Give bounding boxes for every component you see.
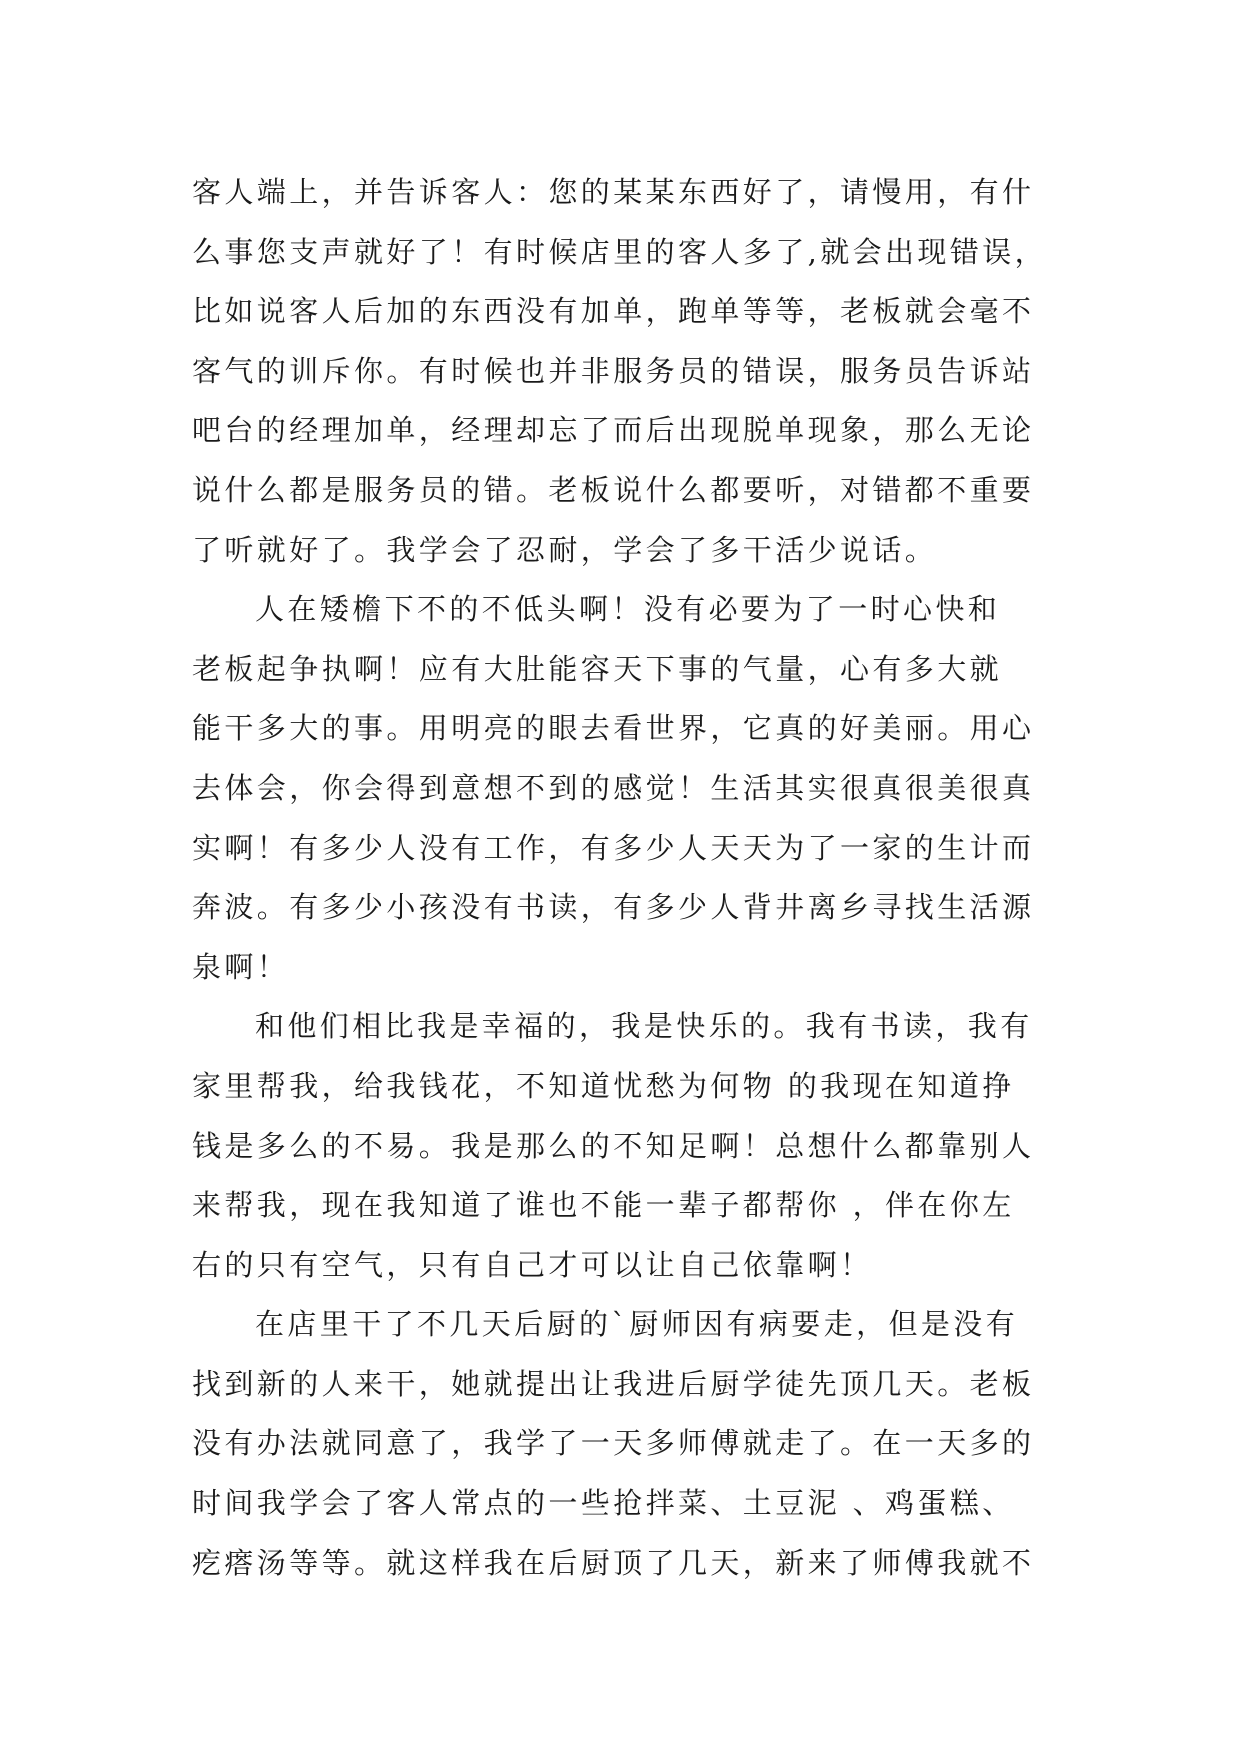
text-line: 没有办法就同意了，我学了一天多师傅就走了。在一天多的: [192, 1426, 1035, 1461]
text-line: 能干多大的事。用明亮的眼去看世界，它真的好美丽。用心: [192, 711, 1035, 746]
text-line: 老板起争执啊！应有大肚能容天下事的气量，心有多大就: [192, 651, 1003, 686]
text-line: 吧台的经理加单，经理却忘了而后出现脱单现象，那么无论: [192, 413, 1035, 448]
text-line: 客气的训斥你。有时候也并非服务员的错误，服务员告诉站: [192, 353, 1035, 388]
paragraph-4: [192, 1295, 1092, 1593]
text-line: 比如说客人后加的东西没有加单，跑单等等，老板就会毫不: [192, 294, 1035, 329]
text-line: 时间我学会了客人常点的一些抢拌菜、土豆泥 、鸡蛋糕、: [192, 1486, 1015, 1521]
text-line: 去体会，你会得到意想不到的感觉！生活其实很真很美很真: [192, 770, 1035, 805]
text-line: 右的只有空气，只有自己才可以让自己依靠啊！: [192, 1247, 873, 1282]
paragraph-2: [192, 580, 1092, 997]
text-line: 和他们相比我是幸福的，我是快乐的。我有书读，我有: [255, 1009, 1033, 1044]
text-line: 了听就好了。我学会了忍耐，学会了多干活少说话。: [192, 532, 938, 567]
text-line: 来帮我，现在我知道了谁也不能一辈子都帮你 ，伴在你左: [192, 1188, 1015, 1223]
text-line: 找到新的人来干，她就提出让我进后厨学徒先顶几天。老板: [192, 1366, 1035, 1401]
text-line: 家里帮我，给我钱花，不知道忧愁为何物 的我现在知道挣: [192, 1068, 1015, 1103]
paragraph-3: [192, 997, 1092, 1295]
text-line: 钱是多么的不易。我是那么的不知足啊！总想什么都靠别人: [192, 1128, 1035, 1163]
text-line: 人在矮檐下不的不低头啊！没有必要为了一时心快和: [255, 592, 1001, 627]
text-line: 客人端上，并告诉客人：您的某某东西好了，请慢用，有什: [192, 175, 1035, 209]
text-line: 奔波。有多少小孩没有书读，有多少人背井离乡寻找生活源: [192, 890, 1035, 925]
paragraph-1: [192, 163, 1092, 580]
text-line: 说什么都是服务员的错。老板说什么都要听，对错都不重要: [192, 472, 1035, 507]
text-line: 疙瘩汤等等。就这样我在后厨顶了几天，新来了师傅我就不: [192, 1545, 1035, 1580]
text-line: 在店里干了不几天后厨的`厨师因有病要走，但是没有: [255, 1307, 1019, 1342]
text-line: 么事您支声就好了！有时候店里的客人多了,就会出现错误，: [192, 234, 1048, 269]
body-text: [192, 163, 1092, 1593]
text-line: 实啊！有多少人没有工作，有多少人天天为了一家的生计而: [192, 830, 1035, 865]
text-line: 泉啊！: [192, 949, 290, 984]
